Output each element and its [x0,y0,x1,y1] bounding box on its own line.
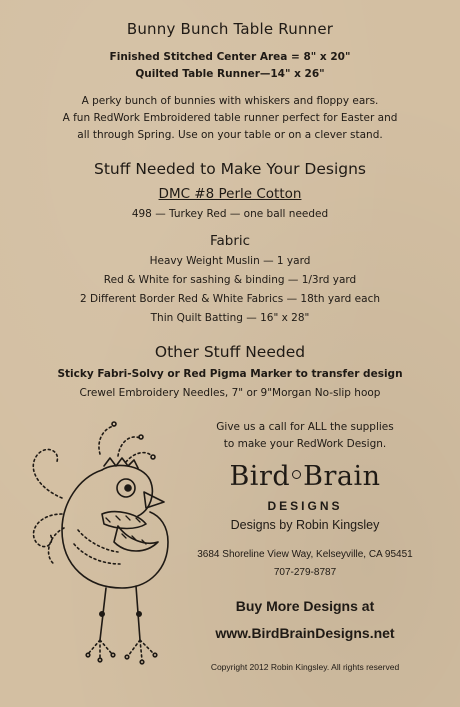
call-line-2: to make your RedWork Design. [223,438,387,450]
finished-area: Finished Stitched Center Area = 8" x 20" [109,51,351,63]
description-line-3: all through Spring. Use on your table or on a clever stand. [77,129,383,141]
logo-word-left: Bird [229,461,291,492]
other-stuff-line-2: Crewel Embroidery Needles, 7" or 9"Morgan No-slip hoop [79,387,381,399]
whimsical-bird-illustration-icon [18,418,186,690]
fabric-line-4: Thin Quilt Batting — 16" x 28" [150,312,310,324]
buy-more-text: Buy More Designs at [235,598,375,614]
quilted-size: Quilted Table Runner—14" x 26" [135,68,325,80]
call-line-1: Give us a call for ALL the supplies [216,421,394,433]
copyright-notice: Copyright 2012 Robin Kingsley. All rights reserved [210,662,400,672]
other-stuff-line-1: Sticky Fabri-Solvy or Red Pigma Marker to transfer design [57,368,403,380]
bird-brain-logo [180,461,430,492]
fabric-line-3: 2 Different Border Red & White Fabrics — 18th yard each [80,293,380,305]
company-phone: 707-279-8787 [273,567,337,578]
pattern-title: Bunny Bunch Table Runner [126,20,334,38]
logo-dot-icon [292,470,301,479]
description-line-2: A fun RedWork Embroidered table runner perfect for Easter and [62,112,398,124]
other-stuff-heading: Other Stuff Needed [154,343,306,361]
logo-word-right: Brain [303,461,381,492]
website-link[interactable]: www.BirdBrainDesigns.net [215,625,395,641]
designer-byline: Designs by Robin Kingsley [230,518,380,532]
fabric-heading: Fabric [209,233,251,249]
fabric-line-2: Red & White for sashing & binding — 1/3rd yard [103,274,357,286]
stuff-needed-heading: Stuff Needed to Make Your Designs [93,160,366,178]
description-line-1: A perky bunch of bunnies with whiskers and floppy ears. [81,95,379,107]
fabric-line-1: Heavy Weight Muslin — 1 yard [149,255,311,267]
thread-line: 498 — Turkey Red — one ball needed [131,208,329,220]
logo-subtitle: DESIGNS [267,499,343,513]
company-address: 3684 Shoreline View Way, Kelseyville, CA 95451 [197,549,413,560]
thread-heading: DMC #8 Perle Cotton [158,186,302,202]
